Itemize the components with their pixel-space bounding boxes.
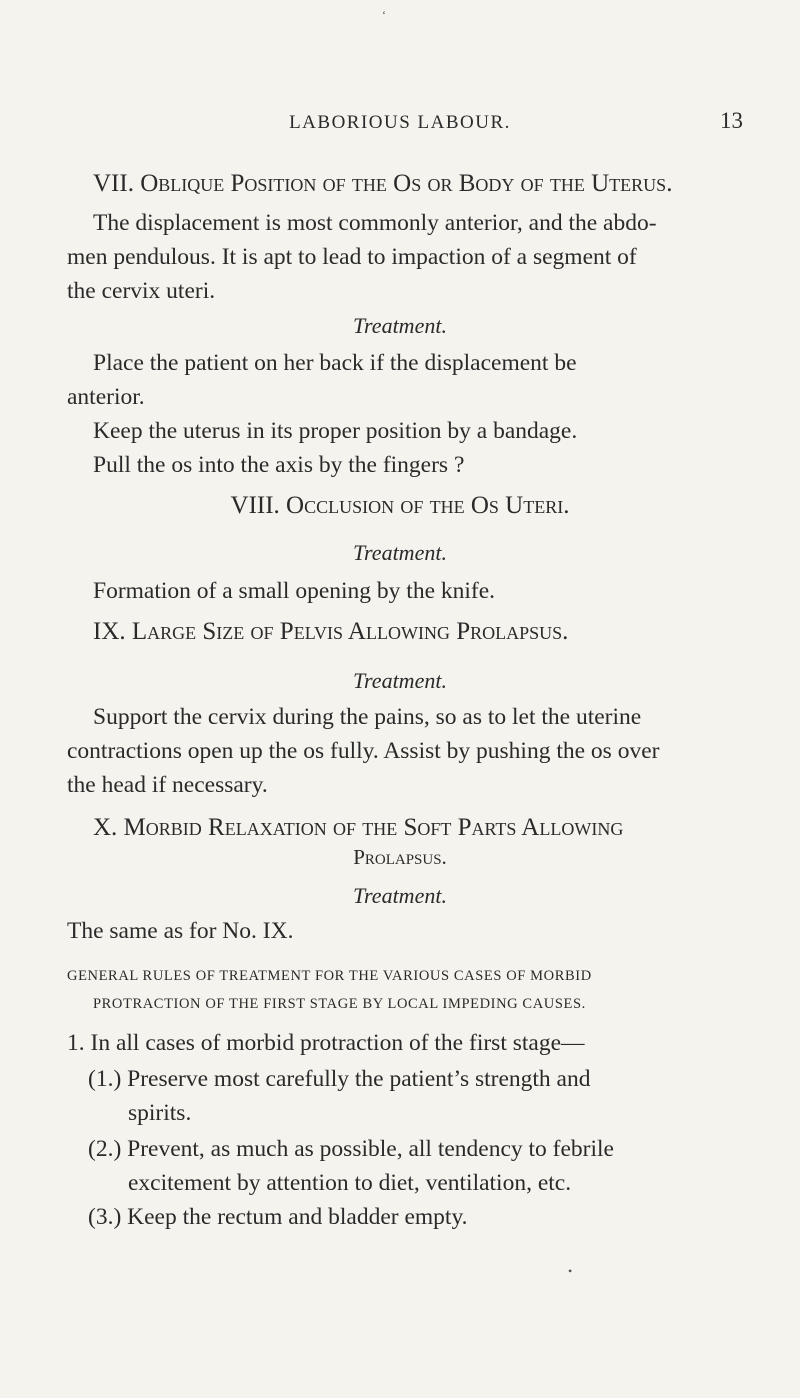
running-header: LABORIOUS LABOUR.: [289, 112, 511, 133]
treatment-line: contractions open up the os fully. Assist by pushing the os over: [67, 738, 660, 764]
section-heading-viii: VIII. Occlusion of the Os Uteri.: [230, 492, 570, 519]
treatment-label: Treatment.: [353, 883, 447, 908]
treatment-line: Keep the uterus in its proper position by a bandage.: [93, 418, 578, 444]
section-heading-ix: IX. Large Size of Pelvis Allowing Prolapsus.: [93, 618, 569, 645]
rule-item: 1. In all cases of morbid protraction of the first stage—: [67, 1030, 585, 1056]
print-speck: ‘: [382, 8, 386, 22]
treatment-line: Pull the os into the axis by the fingers ?: [93, 452, 465, 478]
print-speck: •: [568, 1264, 573, 1278]
general-rules-heading: GENERAL RULES OF TREATMENT FOR THE VARIOUS CASES OF MORBID: [67, 968, 592, 984]
treatment-line: The same as for No. IX.: [67, 918, 294, 944]
section-heading-vii: VII. Oblique Position of the Os or Body of the Uterus.: [93, 170, 673, 197]
sub-rule-item: (2.) Prevent, as much as possible, all tendency to febrile: [88, 1136, 614, 1162]
section-heading-x: X. Morbid Relaxation of the Soft Parts Allowing: [93, 814, 624, 841]
page-number: 13: [720, 108, 743, 133]
treatment-label: Treatment.: [353, 313, 447, 338]
sub-rule-item-continued: spirits.: [128, 1100, 192, 1126]
treatment-line: the head if necessary.: [67, 772, 268, 798]
paragraph-line: the cervix uteri.: [67, 278, 216, 304]
paragraph-line: men pendulous. It is apt to lead to impaction of a segment of: [67, 244, 637, 270]
treatment-line: Place the patient on her back if the displacement be: [93, 350, 577, 376]
section-heading-x-continued: Prolapsus.: [353, 845, 447, 869]
general-rules-heading-continued: PROTRACTION OF THE FIRST STAGE BY LOCAL IMPEDING CAUSES.: [93, 996, 586, 1012]
treatment-line: anterior.: [67, 384, 145, 410]
treatment-label: Treatment.: [353, 540, 447, 565]
treatment-line: Support the cervix during the pains, so as to let the uterine: [93, 704, 642, 730]
sub-rule-item: (1.) Preserve most carefully the patient’s strength and: [88, 1066, 591, 1092]
paragraph-line: The displacement is most commonly anterior, and the abdo-: [93, 210, 657, 236]
treatment-line: Formation of a small opening by the knife.: [93, 578, 496, 604]
sub-rule-item: (3.) Keep the rectum and bladder empty.: [88, 1204, 468, 1230]
treatment-label: Treatment.: [353, 668, 447, 693]
sub-rule-item-continued: excitement by attention to diet, ventilation, etc.: [128, 1170, 572, 1196]
